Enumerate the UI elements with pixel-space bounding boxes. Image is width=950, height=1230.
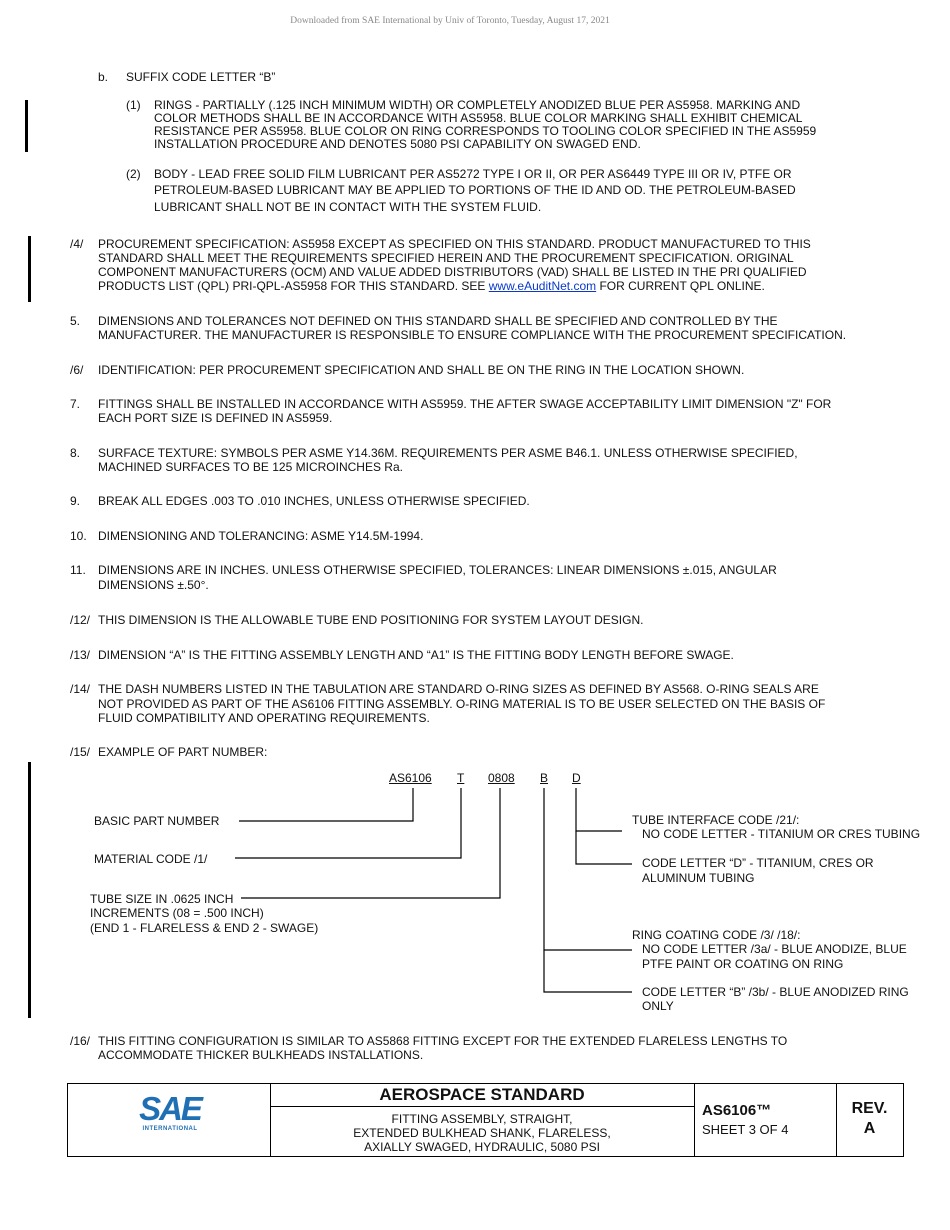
note-b1-label: (1) (126, 98, 141, 112)
note-b2-line: PETROLEUM-BASED LUBRICANT MAY BE APPLIED TO PORTIONS OF THE ID AND OD. THE PETROLEUM-BASED (154, 183, 796, 197)
note-b2-line: LUBRICANT SHALL NOT BE IN CONTACT WITH THE SYSTEM FLUID. (154, 200, 542, 214)
note-8-line: SURFACE TEXTURE: SYMBOLS PER ASME Y14.36M. REQUIREMENTS PER ASME B46.1. UNLESS OTHERWISE SPECIFIED, (98, 446, 798, 460)
logo-cell (68, 1084, 271, 1156)
note-15-line: EXAMPLE OF PART NUMBER: (98, 745, 268, 759)
note-4-line: PROCUREMENT SPECIFICATION: AS5958 EXCEPT AS SPECIFIED ON THIS STANDARD. PRODUCT MANUFACTURED TO THIS (98, 237, 811, 251)
note-12-line: THIS DIMENSION IS THE ALLOWABLE TUBE END POSITIONING FOR SYSTEM LAYOUT DESIGN. (98, 613, 644, 627)
pn-material-segment: T (457, 771, 465, 785)
basic-part-number-label: BASIC PART NUMBER (94, 814, 220, 828)
tube-interface-label: TUBE INTERFACE CODE /21/: (632, 813, 800, 827)
ring-coating-option: PTFE PAINT OR COATING ON RING (642, 957, 844, 971)
revision-label: REV. (851, 1100, 888, 1117)
note-11-label: 11. (70, 563, 86, 577)
note-b-label: b. (98, 70, 109, 84)
eauditnet-link[interactable]: www.eAuditNet.com (488, 279, 597, 293)
note-14-line: NOT PROVIDED AS PART OF THE AS6106 FITTING ASSEMBLY. O-RING MATERIAL IS TO BE USER SELECTED ON THE BASIS OF (98, 697, 826, 711)
ring-coating-label: RING COATING CODE /3/ /18/: (632, 928, 801, 942)
note-5-label: 5. (70, 314, 81, 328)
pn-size-segment: 0808 (488, 771, 515, 785)
note-16-line: THIS FITTING CONFIGURATION IS SIMILAR TO AS5868 FITTING EXCEPT FOR THE EXTENDED FLARELESS LENGTHS TO (98, 1034, 788, 1048)
note-7-label: 7. (70, 397, 81, 411)
document-cell (694, 1084, 837, 1156)
note-b2-line: BODY - LEAD FREE SOLID FILM LUBRICANT PER AS5272 TYPE I OR II, OR PER AS6449 TYPE III OR IV, PTFE OR (154, 167, 792, 181)
pn-ring-segment: B (540, 771, 549, 785)
note-10-label: 10. (70, 529, 87, 543)
note-4-line: STANDARD SHALL MEET THE REQUIREMENTS SPECIFIED HEREIN AND THE PROCUREMENT SPECIFICATION. ORIGINAL (98, 251, 794, 265)
note-14-line: FLUID COMPATIBILITY AND OPERATING REQUIREMENTS. (98, 711, 430, 725)
note-7-line: FITTINGS SHALL BE INSTALLED IN ACCORDANCE WITH AS5959. THE AFTER SWAGE ACCEPTABILITY LIMIT DIMENSION "Z" FOR (98, 397, 832, 411)
note-4-label: /4/ (70, 237, 84, 251)
note-b1-line: RESISTANCE PER AS5958. BLUE COLOR ON RING CORRESPONDS TO TOOLING COLOR SPECIFIED IN THE AS5959 (154, 124, 817, 138)
note-10-line: DIMENSIONING AND TOLERANCING: ASME Y14.5M-1994. (98, 529, 424, 543)
note-4-line: COMPONENT MANUFACTURERS (OCM) AND VALUE ADDED DISTRIBUTORS (VAD) SHALL BE LISTED IN THE PRI QUALIFIED (98, 265, 807, 279)
note-b1-line: RINGS - PARTIALLY (.125 INCH MINIMUM WIDTH) OR COMPLETELY ANODIZED BLUE PER AS5958. MARKING AND (154, 98, 801, 112)
note-4-text: FOR CURRENT QPL ONLINE. (596, 279, 765, 293)
standard-description: AXIALLY SWAGED, HYDRAULIC, 5080 PSI (364, 1140, 600, 1154)
title-block (67, 1083, 904, 1157)
note-14-label: /14/ (70, 682, 91, 696)
sae-logo-sub: INTERNATIONAL (142, 1126, 198, 1132)
title-cell (270, 1084, 695, 1156)
ring-coating-option: NO CODE LETTER /3a/ - BLUE ANODIZE, BLUE (642, 942, 907, 956)
revision-cell (836, 1084, 903, 1156)
note-6-label: /6/ (70, 363, 84, 377)
tube-size-label: TUBE SIZE IN .0625 INCH (90, 892, 234, 906)
tube-size-label: INCREMENTS (08 = .500 INCH) (90, 906, 264, 920)
pn-basic-segment: AS6106 (389, 771, 432, 785)
note-b1-line: COLOR METHODS SHALL BE IN ACCORDANCE WITH AS5958. BLUE COLOR MARKING SHALL EXHIBIT CHEMICAL (154, 111, 803, 125)
code-b-label: ONLY (642, 999, 674, 1013)
download-notice: Downloaded from SAE International by Univ of Toronto, Tuesday, August 17, 2021 (290, 16, 610, 26)
sheet-number: SHEET 3 OF 4 (702, 1122, 789, 1137)
note-b1-line: INSTALLATION PROCEDURE AND DENOTES 5080 PSI CAPABILITY ON SWAGED END. (154, 137, 641, 151)
note-13-line: DIMENSION “A” IS THE FITTING ASSEMBLY LENGTH AND “A1” IS THE FITTING BODY LENGTH BEFORE SWAGE. (98, 648, 734, 662)
note-11-line: DIMENSIONS ±.50°. (98, 578, 209, 592)
standard-heading: AEROSPACE STANDARD (270, 1084, 694, 1107)
note-6-line: IDENTIFICATION: PER PROCUREMENT SPECIFICATION AND SHALL BE ON THE RING IN THE LOCATION SHOWN. (98, 363, 745, 377)
note-8-label: 8. (70, 446, 81, 460)
code-d-label: ALUMINUM TUBING (642, 871, 755, 885)
note-15-label: /15/ (70, 745, 91, 759)
code-d-label: CODE LETTER “D” - TITANIUM, CRES OR (642, 856, 874, 870)
note-7-line: EACH PORT SIZE IS DEFINED IN AS5959. (98, 411, 333, 425)
note-5-line: MANUFACTURER. THE MANUFACTURER IS RESPONSIBLE TO ENSURE COMPLIANCE WITH THE PROCUREMENT SPECIFICATION. (98, 328, 847, 342)
sae-logo (135, 1092, 205, 1132)
note-8-line: MACHINED SURFACES TO BE 125 MICROINCHES Ra. (98, 460, 403, 474)
code-b-label: CODE LETTER “B” /3b/ - BLUE ANODIZED RING (642, 985, 909, 999)
note-16-label: /16/ (70, 1034, 91, 1048)
note-16-line: ACCOMMODATE THICKER BULKHEADS INSTALLATIONS. (98, 1048, 424, 1062)
note-13-label: /13/ (70, 648, 91, 662)
note-12-label: /12/ (70, 613, 91, 627)
note-5-line: DIMENSIONS AND TOLERANCES NOT DEFINED ON THIS STANDARD SHALL BE SPECIFIED AND CONTROLLED BY THE (98, 314, 778, 328)
note-9-label: 9. (70, 494, 81, 508)
pn-tube-segment: D (572, 771, 581, 785)
revision-value: A (863, 1120, 876, 1137)
material-code-label: MATERIAL CODE /1/ (94, 852, 208, 866)
standard-description: FITTING ASSEMBLY, STRAIGHT, (391, 1112, 573, 1126)
document-number: AS6106™ (702, 1102, 772, 1119)
note-14-line: THE DASH NUMBERS LISTED IN THE TABULATION ARE STANDARD O-RING SIZES AS DEFINED BY AS568. O-RING SEALS ARE (98, 682, 819, 696)
note-11-line: DIMENSIONS ARE IN INCHES. UNLESS OTHERWISE SPECIFIED, TOLERANCES: LINEAR DIMENSIONS ±.015, ANGULAR (98, 563, 777, 577)
sae-logo-mark: SAE (139, 1090, 201, 1127)
standard-description: EXTENDED BULKHEAD SHANK, FLARELESS, (353, 1126, 611, 1140)
note-b-title: SUFFIX CODE LETTER “B” (126, 70, 276, 84)
tube-interface-option: NO CODE LETTER - TITANIUM OR CRES TUBING (642, 827, 921, 841)
note-4-text: PRODUCTS LIST (QPL) PRI-QPL-AS5958 FOR THIS STANDARD. SEE (98, 279, 489, 293)
tube-size-label: (END 1 - FLARELESS & END 2 - SWAGE) (90, 921, 319, 935)
note-9-line: BREAK ALL EDGES .003 TO .010 INCHES, UNLESS OTHERWISE SPECIFIED. (98, 494, 530, 508)
note-b2-label: (2) (126, 167, 141, 181)
